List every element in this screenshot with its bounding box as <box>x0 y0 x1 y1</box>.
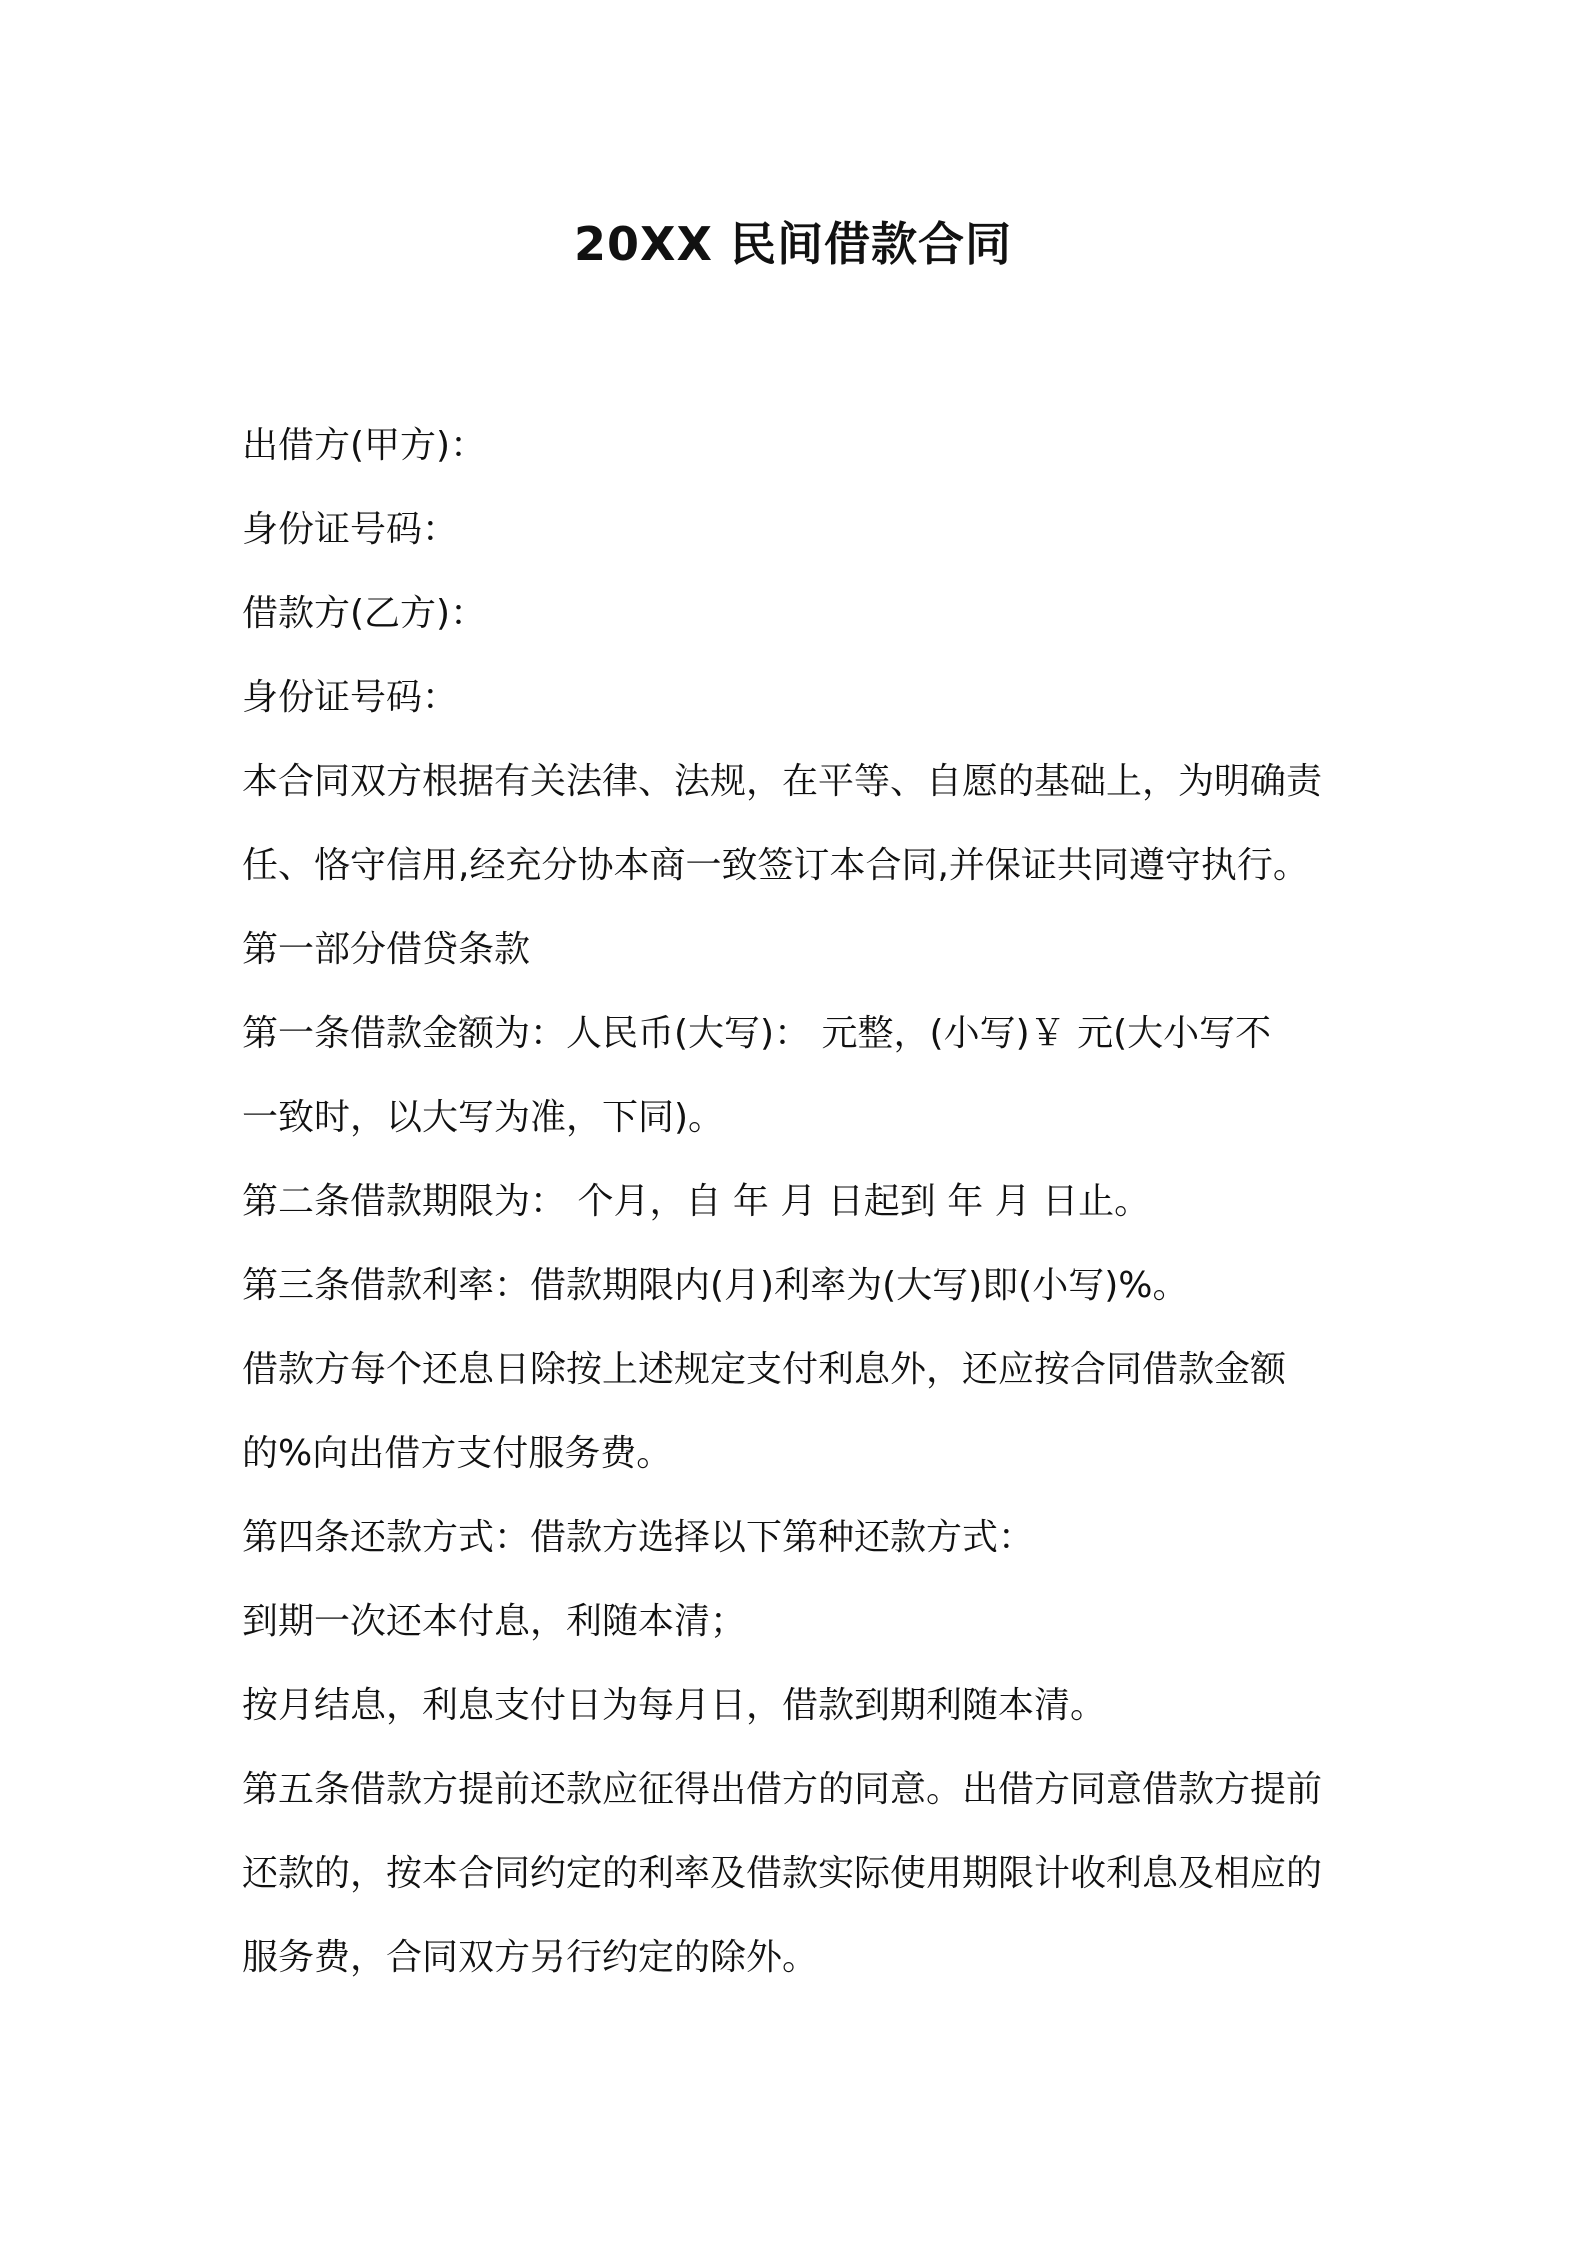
article-1-line-2: 一致时，以大写为准，下同)。 <box>242 1097 725 1138</box>
lender-line: 出借方(甲方)： <box>242 425 487 466</box>
article-5-line-1: 第五条借款方提前还款应征得出借方的同意。出借方同意借款方提前 <box>242 1769 1323 1810</box>
preamble-line-1: 本合同双方根据有关法律、法规，在平等、自愿的基础上，为明确责 <box>242 761 1323 802</box>
service-fee-line-1: 借款方每个还息日除按上述规定支付利息外，还应按合同借款金额 <box>242 1349 1287 1390</box>
article-4-line: 第四条还款方式：借款方选择以下第种还款方式： <box>242 1517 1035 1558</box>
article-1-line-1: 第一条借款金额为：人民币(大写)： 元整，(小写)￥ 元(大小写不 <box>242 1013 1272 1054</box>
service-fee-line-2: 的%向出借方支付服务费。 <box>242 1433 673 1474</box>
document-body <box>242 404 1362 2000</box>
borrower-id-line: 身份证号码： <box>242 677 459 718</box>
article-5-line-2: 还款的，按本合同约定的利率及借款实际使用期限计收利息及相应的 <box>242 1853 1323 1894</box>
article-2-line: 第二条借款期限为： 个月，自 年 月 日起到 年 月 日止。 <box>242 1181 1151 1222</box>
document-title: 20XX 民间借款合同 <box>574 217 1012 271</box>
borrower-line: 借款方(乙方)： <box>242 593 487 634</box>
article-3-line: 第三条借款利率：借款期限内(月)利率为(大写)即(小写)%。 <box>242 1265 1189 1306</box>
section-heading: 第一部分借贷条款 <box>242 929 531 970</box>
article-5-line-3: 服务费，合同双方另行约定的除外。 <box>242 1937 819 1978</box>
repayment-option-1: 到期一次还本付息，利随本清； <box>242 1601 747 1642</box>
lender-id-line: 身份证号码： <box>242 509 459 550</box>
preamble-line-2: 任、恪守信用,经充分协本商一致签订本合同,并保证共同遵守执行。 <box>242 845 1309 886</box>
repayment-option-2: 按月结息，利息支付日为每月日，借款到期利随本清。 <box>242 1685 1107 1726</box>
